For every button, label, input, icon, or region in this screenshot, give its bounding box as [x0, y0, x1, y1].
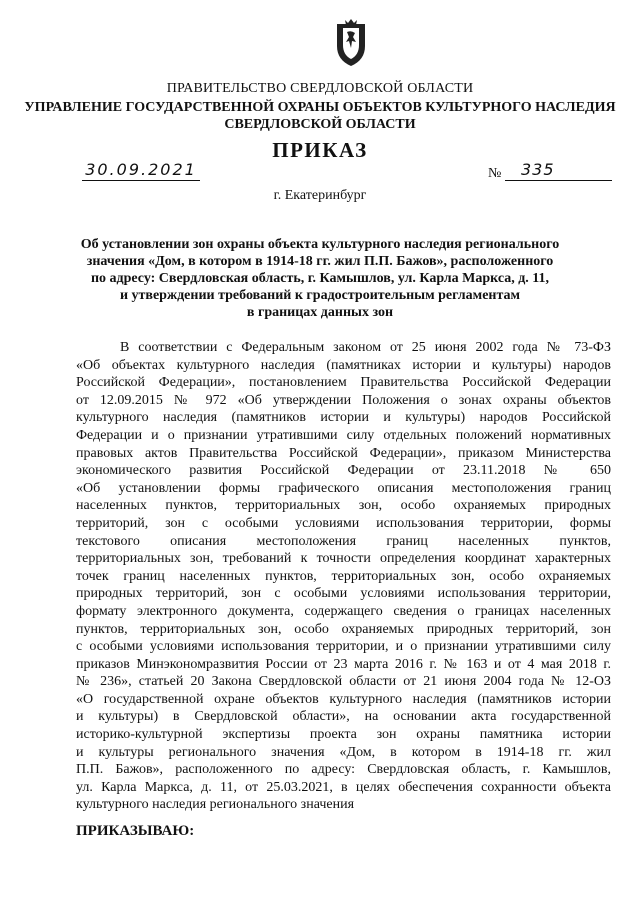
- body-line: правовых актов Правительства Российской Федерации», приказом Министерства: [76, 445, 611, 461]
- body-line: Федерации и о признании утратившими силу отдельных положений нормативных: [76, 427, 611, 443]
- number-sign: №: [488, 166, 502, 181]
- government-name: ПРАВИТЕЛЬСТВО СВЕРДЛОВСКОЙ ОБЛАСТИ: [166, 81, 474, 96]
- body-line: территорий, зон с особыми условиями использования территории, формы: [76, 515, 611, 531]
- body-line: с особыми условиями использования территории, и о признании утратившими силу: [76, 639, 611, 655]
- body-line: экономического развития Российской Федерации от 23.11.2018 № 650: [76, 463, 611, 479]
- body-line: формату электронного документа, содержащего сведения о границах населенных: [76, 603, 611, 619]
- order-date: 30.09.2021: [82, 160, 200, 181]
- body-line: и культуры) в Свердловской области», на основании акта государственной: [76, 709, 611, 725]
- body-line: историко-культурной экспертизы проекта зон охраны памятника истории: [76, 727, 611, 743]
- body-line: приказов Минэкономразвития России от 23 марта 2016 г. № 163 и от 4 мая 2018 г.: [76, 656, 611, 672]
- body-line: Российской Федерации», постановлением Правительства Российской Федерации: [76, 375, 611, 391]
- body-line: от 12.09.2015 № 972 «Об утверждении Положения о зонах охраны объектов: [76, 392, 611, 408]
- title-line: по адресу: Свердловская область, г. Камышлов, ул. Карла Маркса, д. 11,: [90, 271, 550, 286]
- city: г. Екатеринбург: [273, 188, 367, 203]
- order-number: 335: [505, 160, 612, 181]
- document-type: ПРИКАЗ: [272, 138, 368, 162]
- body-line: «О государственной охране объектов культурного наследия (памятников истории: [76, 691, 611, 707]
- body-line: культурного наследия регионального значения: [76, 797, 355, 813]
- body-line: ул. Карла Маркса, д. 11, от 25.03.2021, в целях обеспечения сохранности объекта: [76, 779, 611, 795]
- body-line: «Об объектах культурного наследия (памятниках истории и культуры) народов: [76, 357, 611, 373]
- title-line: и утверждении требований к градостроительным регламентам: [119, 288, 521, 303]
- document-title: [0, 236, 640, 321]
- body-line: и культуры регионального значения «Дом, в котором в 1914-18 гг. жил: [76, 744, 611, 760]
- order-directive: ПРИКАЗЫВАЮ:: [76, 823, 195, 839]
- preamble-paragraph: [76, 339, 611, 814]
- body-line: населенных пунктов, территориальных зон, особо охраняемых природных: [76, 498, 611, 514]
- body-line: природных территорий, зон с особыми условиями использования территории,: [76, 586, 611, 602]
- coat-of-arms-icon: [331, 18, 371, 68]
- body-line: текстового описания местоположения границ населенных пунктов,: [76, 533, 611, 549]
- body-line: пунктов, территориальных зон, особо охраняемых природных территорий, зон: [76, 621, 611, 637]
- body-line: территориальных зон, требований к точности определения координат характерных: [76, 551, 611, 567]
- title-line: Об установлении зон охраны объекта культурного наследия регионального: [80, 237, 560, 252]
- body-line: культурного наследия (памятников истории и культуры) народов Российской: [76, 410, 611, 426]
- body-line: В соответствии с Федеральным законом от 25 июня 2002 года № 73-ФЗ: [120, 340, 611, 355]
- body-line: точек границ населенных пунктов, территориальных зон, особо охраняемых: [76, 568, 611, 584]
- department-name-line-1: УПРАВЛЕНИЕ ГОСУДАРСТВЕННОЙ ОХРАНЫ ОБЪЕКТОВ КУЛЬТУРНОГО НАСЛЕДИЯ: [24, 100, 616, 115]
- body-line: П.П. Бажов», расположенного по адресу: Свердловская область, г. Камышлов,: [76, 762, 611, 778]
- body-line: № 236», статьей 20 Закона Свердловской области от 21 июня 2004 года № 12-ОЗ: [76, 674, 611, 690]
- department-name-line-2: СВЕРДЛОВСКОЙ ОБЛАСТИ: [224, 117, 416, 132]
- title-line: в границах данных зон: [246, 305, 394, 320]
- department-name: [0, 99, 640, 133]
- title-line: значения «Дом, в котором в 1914-18 гг. жил П.П. Бажов», расположенного: [86, 254, 554, 269]
- body-line: «Об установлении формы графического описания местоположения границ: [76, 480, 611, 496]
